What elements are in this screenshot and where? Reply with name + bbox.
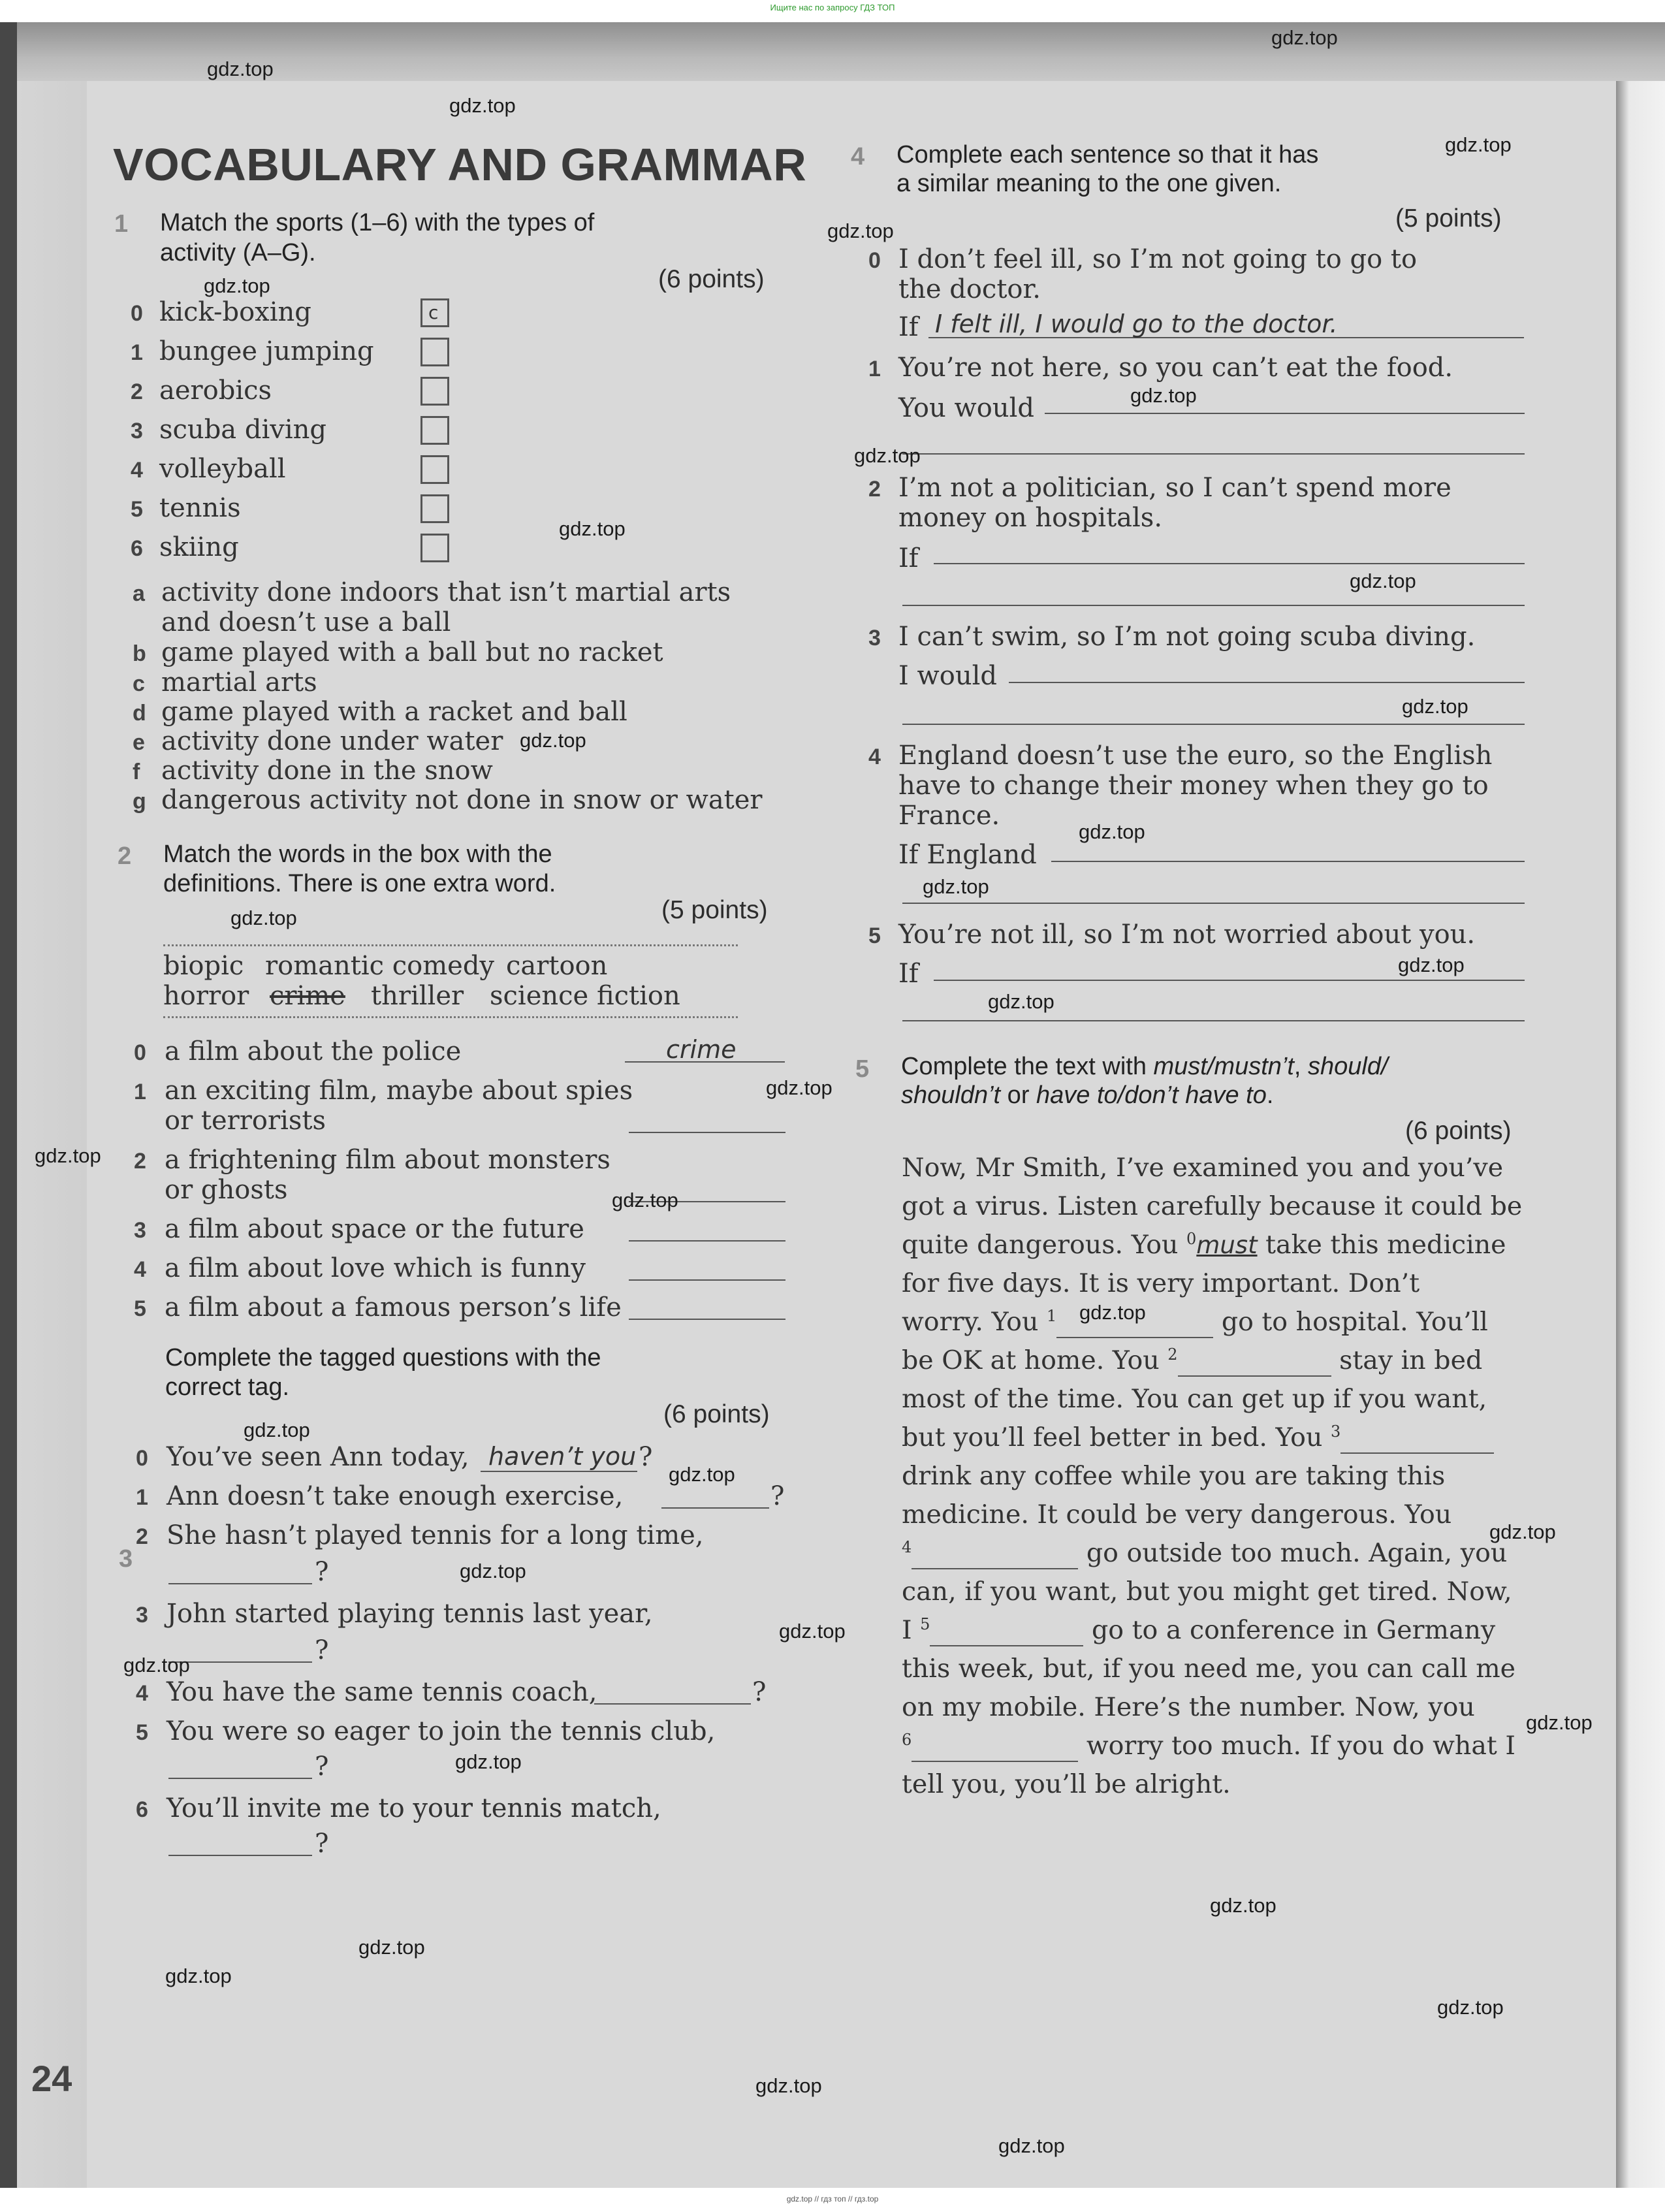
page-number: 24 [31,2058,72,2099]
instruction-text: . [1266,1082,1274,1109]
text-segment: quite dangerous. You [902,1230,1179,1260]
text-line: for five days. It is very important. Don’t [902,1268,1420,1298]
question-mark: ? [639,1442,653,1472]
watermark: gdz.top [207,57,274,80]
item-number: 5 [868,923,881,948]
answer-line[interactable] [629,1279,785,1281]
box-word-crossed: crime [270,981,345,1011]
activity-text: martial arts [161,667,317,697]
answer-box[interactable] [420,534,449,562]
activity-text: game played with a ball but no racket [161,637,663,667]
exercise-5-points: (6 points) [1405,1117,1512,1145]
question-number: 5 [136,1720,148,1745]
watermark: gdz.top [1489,1520,1556,1543]
item-sentence-continued: money on hospitals. [898,503,1163,533]
gap-number: 5 [920,1615,930,1633]
definition-text: a film about love which is funny [165,1253,586,1283]
watermark: gdz.top [1130,384,1197,407]
watermark: gdz.top [455,1750,522,1773]
answer-line-2[interactable] [902,903,1525,904]
answer-line[interactable] [629,1132,785,1133]
definition-text: a film about the police [165,1036,462,1066]
activity-text: activity done in the snow [161,756,493,786]
sport-label: volleyball [159,454,286,484]
scan-left-edge [0,22,17,2188]
answer-box[interactable] [420,494,449,523]
text-line: most of the time. You can get up if you want, [902,1384,1487,1414]
answer-line[interactable] [1009,682,1525,683]
watermark: gdz.top [923,875,989,898]
exercise-1-instruction-line-2: activity (A–G). [160,239,316,266]
question-number: 3 [136,1603,148,1627]
activity-letter: c [133,671,145,696]
answer-line[interactable] [629,1240,785,1242]
item-sentence: England doesn’t use the euro, so the English [898,741,1493,771]
item-sentence-continued: France. [898,801,1000,831]
text-line [902,1731,1515,1762]
definition-number: 4 [134,1257,146,1282]
watermark: gdz.top [988,990,1054,1013]
gap-line[interactable] [912,1538,1078,1569]
text-segment: worry. You [902,1307,1039,1338]
item-sentence: I can’t swim, so I’m not going scuba diving. [898,622,1476,652]
item-start: You would [898,393,1034,423]
question-text: You’ve seen Ann today, [166,1442,469,1472]
answer-line-2[interactable] [902,724,1525,725]
watermark: gdz.top [35,1144,101,1167]
item-sentence: I’m not a politician, so I can’t spend more [898,473,1451,503]
item-start: If England [898,840,1037,870]
watermark: gdz.top [520,729,586,752]
gap-line[interactable] [1178,1345,1331,1377]
instruction-italic: should/ [1308,1053,1388,1080]
answer-line[interactable] [594,1703,751,1705]
handwritten-answer: I felt ill, I would go to the doctor. [935,310,1338,338]
sport-number: 1 [131,340,143,365]
instruction-italic: shouldn’t [901,1082,1001,1109]
question-number: 6 [136,1797,148,1822]
answer-line[interactable] [481,1471,637,1472]
text-line: can, if you want, but you might get tired. Now, [902,1577,1512,1607]
instruction-italic: must/mustn’t [1153,1053,1294,1080]
item-number: 3 [868,626,881,650]
exercise-5-instruction-line-2 [901,1080,1273,1110]
sport-label: scuba diving [159,415,327,445]
activity-letter: b [133,641,146,666]
activity-text: dangerous activity not done in snow or water [161,785,763,815]
item-start: If [898,959,919,989]
handwritten-answer: must [1196,1231,1258,1260]
watermark: gdz.top [165,1964,232,1987]
item-sentence: You’re not ill, so I’m not worried about you. [898,920,1476,950]
text-segment: be OK at home. You [902,1345,1160,1376]
watermark: gdz.top [1271,26,1338,49]
watermark: gdz.top [779,1620,846,1643]
instruction-text: , [1293,1053,1308,1080]
gap-number: 1 [1046,1307,1057,1325]
watermark: gdz.top [854,444,921,467]
exercise-3-number: 3 [119,1545,133,1573]
watermark: gdz.top [1079,1301,1146,1324]
text-segment: stay in bed [1339,1345,1483,1376]
exercise-3-instruction-line-2: correct tag. [165,1373,290,1401]
exercise-1-points: (6 points) [658,265,765,293]
instruction-text: Complete the text with [901,1053,1154,1080]
watermark: gdz.top [559,517,626,540]
watermark: gdz.top [1079,820,1145,843]
watermark: gdz.top [460,1560,526,1582]
answer-line[interactable] [168,1661,312,1663]
exercise-2-instruction-line-1: Match the words in the box with the [163,841,552,868]
watermark: gdz.top [827,219,894,242]
box-word: biopic [163,951,244,981]
gap-number: 6 [902,1731,912,1749]
exercise-2-number: 2 [118,842,132,870]
answer-line[interactable] [168,1855,312,1856]
sport-number: 6 [131,536,143,561]
item-start: I would [898,661,997,691]
watermark: gdz.top [123,1654,190,1676]
sport-label: bungee jumping [159,336,374,366]
text-line [902,1345,1482,1377]
answer-line[interactable] [661,1507,769,1509]
sport-label: kick-boxing [159,297,311,327]
item-sentence: I don’t feel ill, so I’m not going to go to [898,244,1418,274]
activity-text: and doesn’t use a ball [161,607,451,637]
question-text: You have the same tennis coach, [166,1677,597,1707]
answer-box[interactable] [420,298,449,327]
activity-text: game played with a racket and ball [161,697,627,727]
gap-line[interactable] [912,1731,1078,1762]
text-line: on my mobile. Here’s the number. Now, you [902,1692,1475,1722]
exercise-2-instruction-line-2: definitions. There is one extra word. [163,870,556,897]
sport-number: 0 [131,301,143,326]
exercise-3-instruction-line-1: Complete the tagged questions with the [165,1344,601,1371]
watermark: gdz.top [612,1189,678,1211]
definition-number: 0 [134,1040,146,1065]
exercise-3-points: (6 points) [663,1400,770,1428]
question-number: 2 [136,1524,148,1549]
box-word: science fiction [490,981,680,1011]
watermark: gdz.top [1210,1894,1276,1917]
answer-box-value: c [428,302,439,323]
gap-number: 3 [1330,1422,1341,1441]
text-segment: go to a conference in Germany [1092,1615,1496,1646]
sport-number: 4 [131,458,143,483]
definition-number: 5 [134,1296,146,1321]
watermark: gdz.top [998,2134,1065,2157]
question-text: Ann doesn’t take enough exercise, [166,1481,624,1511]
activity-letter: e [133,730,145,755]
word-box-bottom-border [163,1016,738,1018]
answer-box[interactable] [420,455,449,484]
question-text: She hasn’t played tennis for a long time, [166,1520,704,1550]
gap-number: 0 [1186,1230,1197,1248]
definition-text: a film about a famous person’s life [165,1292,622,1322]
activity-letter: a [133,581,145,606]
exercise-1-instruction-line-1: Match the sports (1–6) with the types of [160,209,595,236]
exercise-4-number: 4 [851,143,865,170]
definition-number: 3 [134,1218,146,1243]
watermark: gdz.top [766,1076,832,1099]
answer-line-2[interactable] [902,453,1525,455]
answer-line-2[interactable] [902,605,1525,606]
definition-text: a film about space or the future [165,1214,584,1244]
text-segment: go to hospital. You’ll [1221,1307,1488,1338]
text-line [902,1615,1495,1646]
box-word: horror [163,981,249,1011]
item-number: 2 [868,477,881,502]
definition-text: a frightening film about monsters [165,1145,610,1175]
text-line: Now, Mr Smith, I’ve examined you and you’ve [902,1153,1504,1183]
watermark: gdz.top [230,906,297,929]
question-mark: ? [752,1677,767,1707]
watermark: gdz.top [755,2074,822,2097]
activity-letter: g [133,789,146,814]
question-text: You’ll invite me to your tennis match, [166,1793,661,1823]
answer-box[interactable] [420,377,449,406]
text-line: tell you, you’ll be alright. [902,1769,1231,1799]
instruction-text: or [1000,1082,1037,1109]
text-line [902,1422,1494,1454]
exercise-4-instruction-line-1: Complete each sentence so that it has [896,141,1319,168]
instruction-italic: have to/don’t have to [1036,1082,1267,1109]
item-start: If [898,312,919,342]
gap-number: 4 [902,1538,912,1556]
exercise-4-points: (5 points) [1395,204,1502,232]
word-box-top-border [163,944,738,946]
question-number: 4 [136,1681,148,1706]
bottom-link[interactable]: gdz.top // гдз топ // гдз.top [786,2194,879,2204]
text-segment: I [902,1615,912,1646]
box-word: cartoon [506,951,608,981]
question-number: 1 [136,1485,148,1510]
watermark: gdz.top [244,1419,310,1441]
question-text: You were so eager to join the tennis club, [166,1716,716,1746]
question-mark: ? [315,1635,329,1665]
sport-number: 2 [131,379,143,404]
question-mark: ? [315,1829,329,1859]
box-word: romantic comedy [265,951,495,981]
item-number: 0 [868,248,881,273]
activity-letter: d [133,701,146,726]
handwritten-answer: crime [666,1035,737,1064]
watermark: gdz.top [1445,133,1512,156]
watermark: gdz.top [449,94,516,117]
item-start: If [898,543,919,573]
exercise-2-points: (5 points) [661,896,768,924]
answer-line[interactable] [934,563,1525,564]
gap-number: 2 [1167,1345,1178,1364]
definition-text-continued: or terrorists [165,1106,326,1136]
watermark: gdz.top [1402,695,1468,718]
question-mark: ? [770,1481,785,1511]
text-line [902,1230,1506,1260]
watermark: gdz.top [358,1936,425,1959]
question-number: 0 [136,1446,148,1471]
answer-box[interactable] [420,338,449,366]
text-line: medicine. It could be very dangerous. You [902,1499,1452,1530]
answer-line[interactable] [934,980,1525,981]
answer-line[interactable] [1051,861,1525,862]
sport-label: skiing [159,532,239,562]
answer-line[interactable] [1045,413,1525,414]
definition-text: an exciting film, maybe about spies [165,1076,633,1106]
text-segment: take this medicine [1265,1230,1506,1260]
sport-number: 5 [131,497,143,522]
gap-line[interactable] [930,1615,1083,1646]
exercise-4-instruction-line-2: a similar meaning to the one given. [896,170,1282,197]
text-segment: but you’ll feel better in bed. You [902,1422,1323,1453]
gap-line[interactable] [1340,1422,1494,1454]
text-line: this week, but, if you need me, you can call me [902,1654,1516,1684]
exercise-1-number: 1 [114,210,129,238]
text-line: got a virus. Listen carefully because it could be [902,1191,1523,1221]
answer-line[interactable] [168,1583,312,1584]
handwritten-answer: haven’t you [488,1442,637,1471]
watermark: gdz.top [1398,954,1465,976]
watermark: gdz.top [1437,1996,1504,2019]
question-text: John started playing tennis last year, [166,1599,653,1629]
definition-text-continued: or ghosts [165,1175,288,1205]
sport-label: tennis [159,493,241,523]
activity-text: activity done under water [161,726,503,756]
answer-line[interactable] [629,1319,785,1320]
watermark: gdz.top [669,1463,735,1486]
page-title: VOCABULARY AND GRAMMAR [113,139,807,190]
watermark: gdz.top [204,274,270,297]
activity-text: activity done indoors that isn’t martial arts [161,577,731,607]
item-sentence: You’re not here, so you can’t eat the food. [898,353,1453,383]
definition-number: 2 [134,1149,146,1174]
sport-label: aerobics [159,376,272,406]
watermark: gdz.top [1526,1711,1593,1734]
answer-line-2[interactable] [902,1020,1525,1021]
gap-fill-text [902,1153,1555,1819]
watermark: gdz.top [1350,569,1416,592]
question-mark: ? [315,1752,329,1782]
sport-number: 3 [131,419,143,443]
answer-line[interactable] [168,1778,312,1779]
box-word: thriller [371,981,464,1011]
text-segment: worry too much. If you do what I [1086,1731,1515,1761]
question-mark: ? [315,1557,329,1587]
answer-box[interactable] [420,416,449,445]
definition-number: 1 [134,1080,146,1104]
item-sentence-continued: the doctor. [898,274,1041,304]
text-line [902,1538,1507,1569]
text-segment: go outside too much. Again, you [1086,1538,1508,1569]
exercise-5-instruction-line-1 [901,1051,1388,1082]
item-number: 4 [868,745,881,769]
exercise-5-number: 5 [855,1055,870,1083]
text-line: drink any coffee while you are taking this [902,1461,1446,1491]
item-sentence-continued: have to change their money when they go to [898,771,1489,801]
text-line [902,1307,1488,1338]
top-link[interactable]: Ищите нас по запросу ГДЗ ТОП [770,3,895,12]
activity-letter: f [133,760,140,784]
item-number: 1 [868,357,881,381]
